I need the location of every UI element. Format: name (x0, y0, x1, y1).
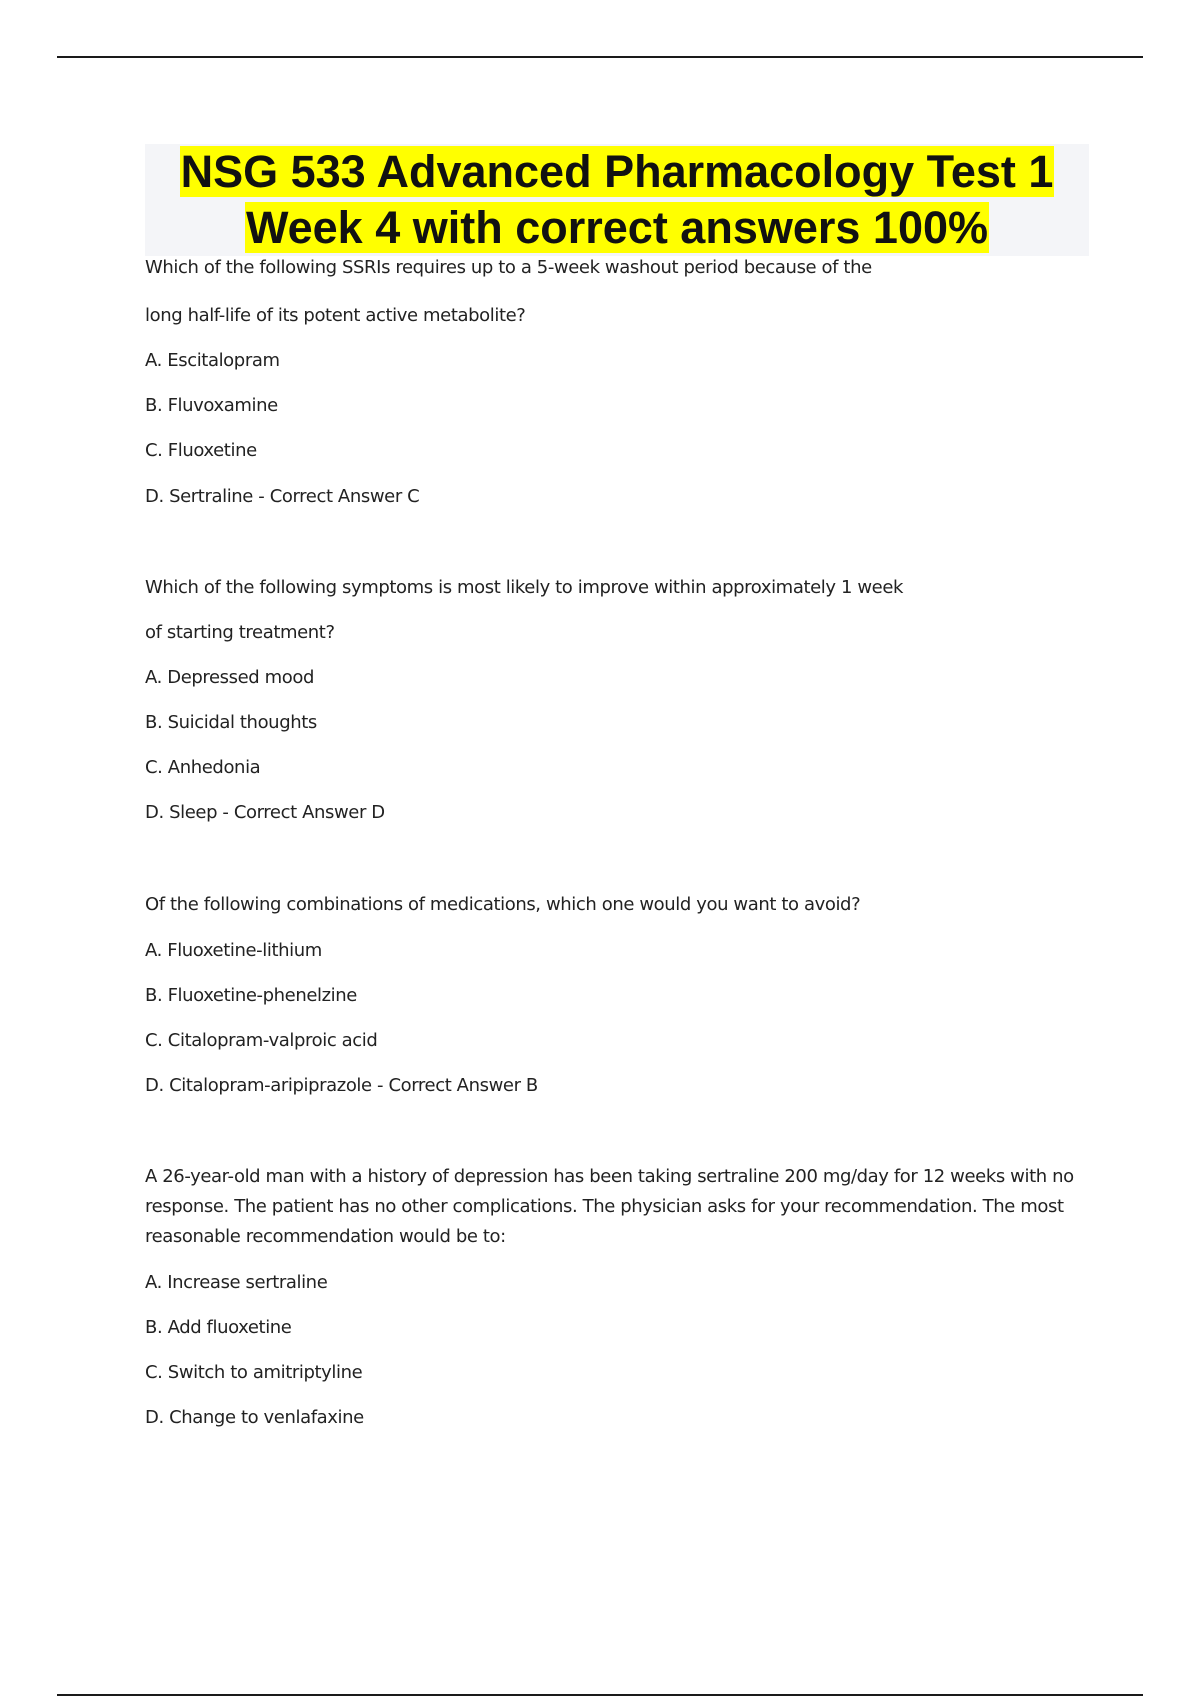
question-4-option-c: C. Switch to amitriptyline (145, 1362, 363, 1383)
question-1-option-d: D. Sertraline - Correct Answer C (145, 486, 420, 507)
question-4-stem: A 26-year-old man with a history of depression has been taking sertraline 200 mg/day for 12 weeks with no response. The patient has no other complications. The physician asks for your recommendation. The most reasonable recommendation would be to: (145, 1166, 1074, 1247)
question-3-option-a: A. Fluoxetine-lithium (145, 940, 322, 961)
question-2-option-b: B. Suicidal thoughts (145, 712, 317, 733)
question-2-stem-line-1: Which of the following symptoms is most likely to improve within approximately 1 week (145, 577, 904, 598)
question-2-option-d: D. Sleep - Correct Answer D (145, 802, 385, 823)
question-3-option-b: B. Fluoxetine-phenelzine (145, 985, 357, 1006)
question-1-stem-line-1: Which of the following SSRIs requires up to a 5-week washout period because of the (145, 257, 872, 278)
question-4-option-d: D. Change to venlafaxine (145, 1407, 364, 1428)
question-2-stem-line-2: of starting treatment? (145, 622, 335, 643)
question-3-stem-line-1: Of the following combinations of medications, which one would you want to avoid? (145, 894, 861, 915)
question-1-stem-line-2: long half-life of its potent active metabolite? (145, 305, 526, 326)
question-1-option-c: C. Fluoxetine (145, 440, 257, 461)
question-1-option-a: A. Escitalopram (145, 350, 280, 371)
bottom-rule (57, 1694, 1143, 1696)
question-3-option-c: C. Citalopram-valproic acid (145, 1030, 378, 1051)
document-title (145, 144, 1089, 256)
top-rule (57, 56, 1143, 58)
question-3-option-d: D. Citalopram-aripiprazole - Correct Answer B (145, 1075, 538, 1096)
title-line-2: Week 4 with correct answers 100% (245, 202, 989, 253)
question-2-option-c: C. Anhedonia (145, 757, 261, 778)
question-2-option-a: A. Depressed mood (145, 667, 315, 688)
title-line-1: NSG 533 Advanced Pharmacology Test 1 (180, 146, 1054, 197)
question-1-option-b: B. Fluvoxamine (145, 395, 278, 416)
question-4-option-a: A. Increase sertraline (145, 1272, 328, 1293)
question-4-option-b: B. Add fluoxetine (145, 1317, 292, 1338)
